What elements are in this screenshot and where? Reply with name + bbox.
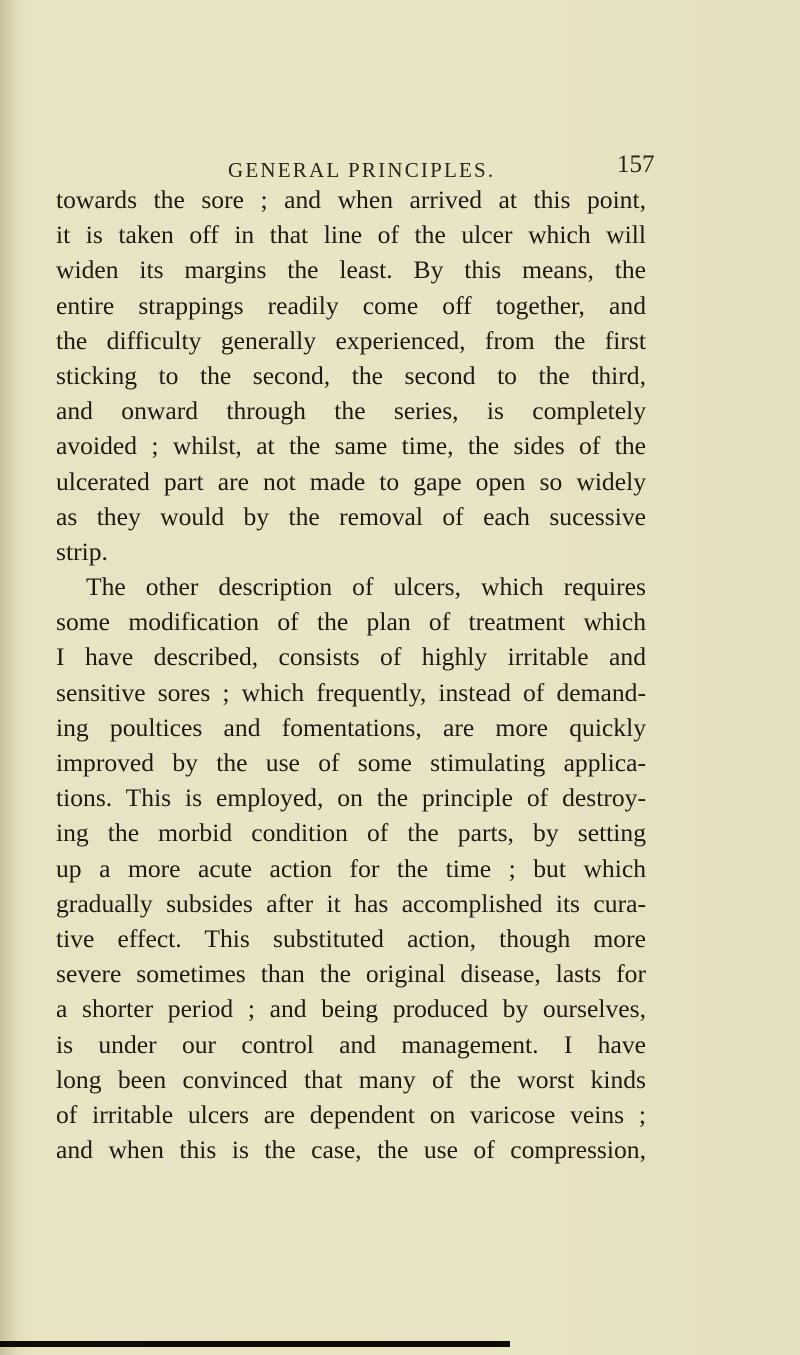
text-line: up a more acute action for the time ; but which [56, 853, 646, 883]
text-line: it is taken off in that line of the ulcer which will [56, 220, 646, 250]
text-line: tive effect. This substituted action, though more [56, 923, 646, 953]
text-line: ing poultices and fomentations, are more quickly [56, 712, 646, 742]
text-line: of irritable ulcers are dependent on varicose veins ; [56, 1099, 646, 1129]
text-line: sticking to the second, the second to the third, [56, 360, 646, 390]
page-number: 157 [617, 151, 655, 178]
text-line: severe sometimes than the original disease, lasts for [56, 959, 646, 989]
text-line: gradually subsides after it has accomplished its cura- [56, 888, 646, 918]
text-line: ulcerated part are not made to gape open so widely [56, 466, 646, 496]
text-line: long been convinced that many of the worst kinds [56, 1064, 646, 1094]
page-gutter-shadow [0, 0, 18, 1355]
scan-bottom-edge [0, 1341, 510, 1347]
text-line: tions. This is employed, on the principle of destroy- [56, 783, 646, 813]
running-head: GENERAL PRINCIPLES. [228, 158, 496, 182]
text-line: some modification of the plan of treatment which [56, 607, 646, 637]
text-line: I have described, consists of highly irritable and [56, 642, 646, 672]
text-line: improved by the use of some stimulating applica- [56, 748, 646, 777]
text-line: a shorter period ; and being produced by ourselves, [56, 994, 646, 1024]
text-line: towards the sore ; and when arrived at this point, [56, 185, 646, 214]
text-line: entire strappings readily come off together, and [56, 290, 646, 320]
paragraph-start-line: The other description of ulcers, which requires [86, 572, 646, 602]
text-line: as they would by the removal of each sucessive [56, 501, 646, 531]
text-line: strip. [56, 536, 108, 566]
text-line: and when this is the case, the use of compression, [56, 1135, 646, 1165]
text-line: and onward through the series, is completely [56, 396, 646, 426]
body-text [56, 182, 646, 1167]
text-line: widen its margins the least. By this means, the [56, 255, 646, 285]
text-line: is under our control and management. I have [56, 1029, 646, 1059]
text-line: the difficulty generally experienced, from the first [56, 325, 646, 355]
text-line: avoided ; whilst, at the same time, the sides of the [56, 431, 646, 461]
text-line: sensitive sores ; which frequently, instead of demand- [56, 677, 646, 707]
text-line: ing the morbid condition of the parts, by setting [56, 818, 646, 848]
